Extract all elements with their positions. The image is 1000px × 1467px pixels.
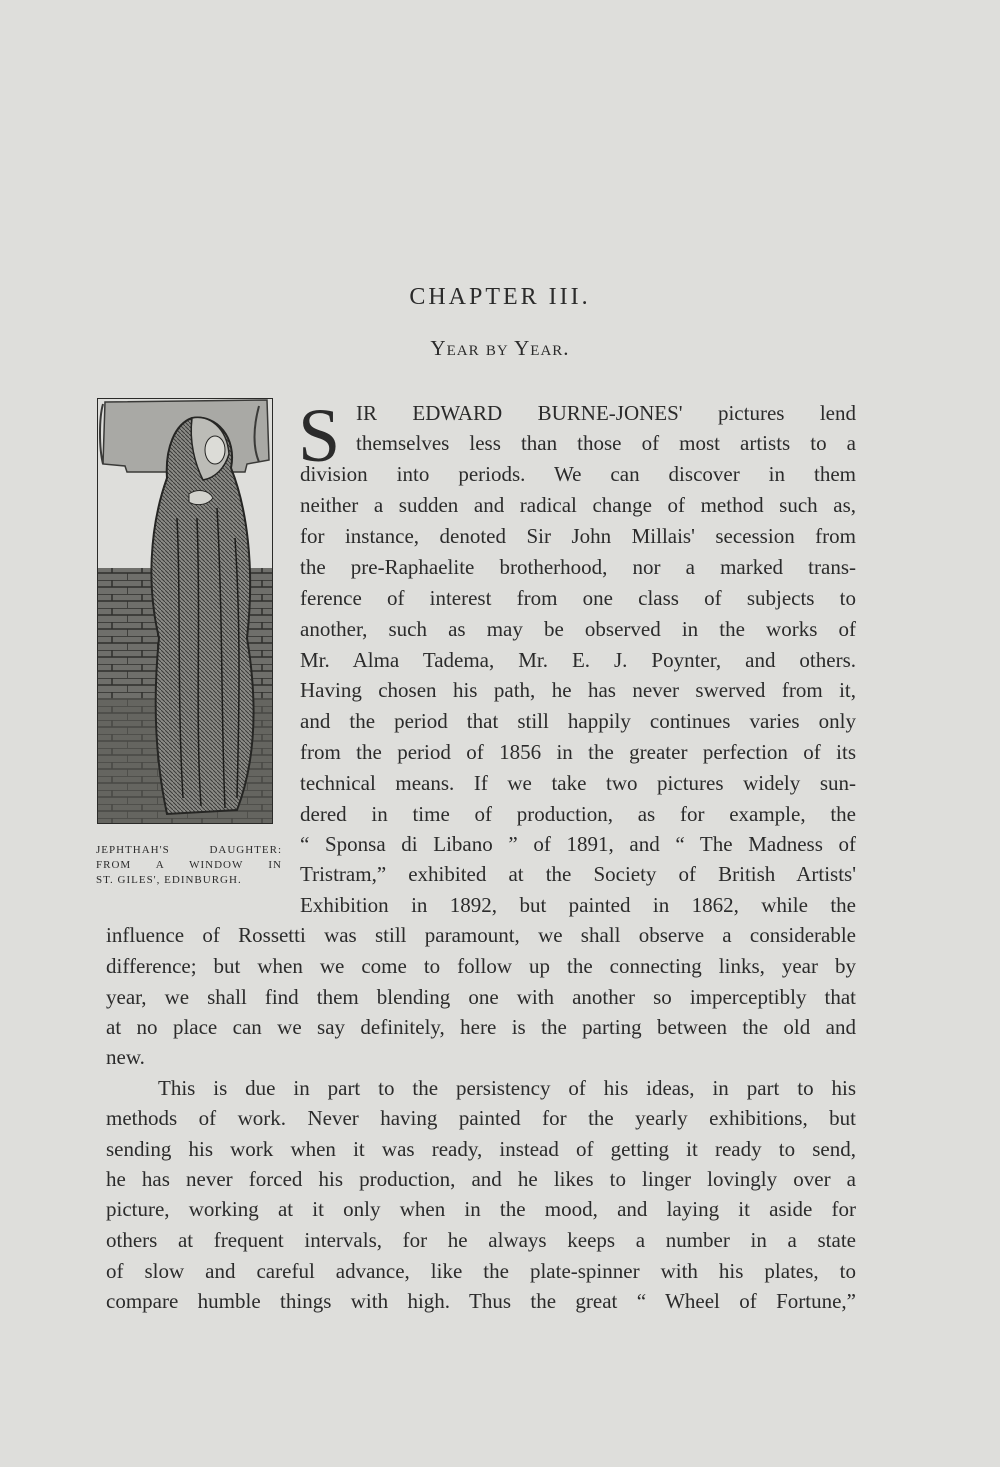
text-line: picture, working at it only when in the mood, and laying it aside for — [106, 1197, 856, 1221]
caption-line: ST. GILES', EDINBURGH. — [96, 874, 242, 886]
text-line: others at frequent intervals, for he always keeps a number in a state — [106, 1228, 856, 1252]
text-line: and the period that still happily continues varies only — [300, 709, 856, 733]
text-line: at no place can we say definitely, here is the parting between the old and — [106, 1015, 856, 1039]
text-line: dered in time of production, as for example, the — [300, 802, 856, 826]
text-line: of slow and careful advance, like the plate-spinner with his plates, to — [106, 1259, 856, 1283]
text-line: IR EDWARD BURNE-JONES' pictures lend — [356, 401, 856, 425]
text-line: from the period of 1856 in the greater perfection of its — [300, 740, 856, 764]
text-line: division into periods. We can discover in them — [300, 462, 856, 486]
text-line: difference; but when we come to follow up the connecting links, year by — [106, 954, 856, 978]
chapter-title: CHAPTER III. — [409, 284, 591, 310]
chapter-subtitle: Year by Year. — [430, 336, 570, 360]
text-line: influence of Rossetti was still paramount, we shall observe a considerable — [106, 923, 856, 947]
text-line: new. — [106, 1045, 145, 1069]
text-line: methods of work. Never having painted for the yearly exhibitions, but — [106, 1106, 856, 1130]
text-line: Mr. Alma Tadema, Mr. E. J. Poynter, and others. — [300, 648, 856, 672]
text-line: This is due in part to the persistency of his ideas, in part to his — [158, 1076, 856, 1100]
text-line: neither a sudden and radical change of method such as, — [300, 493, 856, 517]
illustration-jephthahs-daughter — [97, 398, 273, 824]
text-line: year, we shall find them blending one with another so imperceptibly that — [106, 985, 856, 1009]
illustration-caption — [96, 843, 282, 888]
text-line: ference of interest from one class of subjects to — [300, 586, 856, 610]
text-line: Exhibition in 1892, but painted in 1862, while the — [300, 893, 856, 917]
text-line: “ Sponsa di Libano ” of 1891, and “ The Madness of — [300, 832, 856, 856]
text-line: sending his work when it was ready, instead of getting it ready to send, — [106, 1137, 856, 1161]
text-line: the pre-Raphaelite brotherhood, nor a marked trans- — [300, 555, 856, 579]
caption-line: JEPHTHAH'S DAUGHTER: — [96, 844, 282, 856]
text-line: compare humble things with high. Thus the great “ Wheel of Fortune,” — [106, 1289, 856, 1313]
text-line: Having chosen his path, he has never swerved from it, — [300, 678, 856, 702]
text-line: another, such as may be observed in the works of — [300, 617, 856, 641]
drop-cap: S — [298, 394, 341, 478]
text-line: he has never forced his production, and he likes to linger lovingly over a — [106, 1167, 856, 1191]
text-line: technical means. If we take two pictures widely sun- — [300, 771, 856, 795]
text-line: themselves less than those of most artists to a — [356, 431, 856, 455]
caption-line: FROM A WINDOW IN — [96, 859, 282, 871]
text-line: Tristram,” exhibited at the Society of British Artists' — [300, 862, 856, 886]
text-line: for instance, denoted Sir John Millais' secession from — [300, 524, 856, 548]
